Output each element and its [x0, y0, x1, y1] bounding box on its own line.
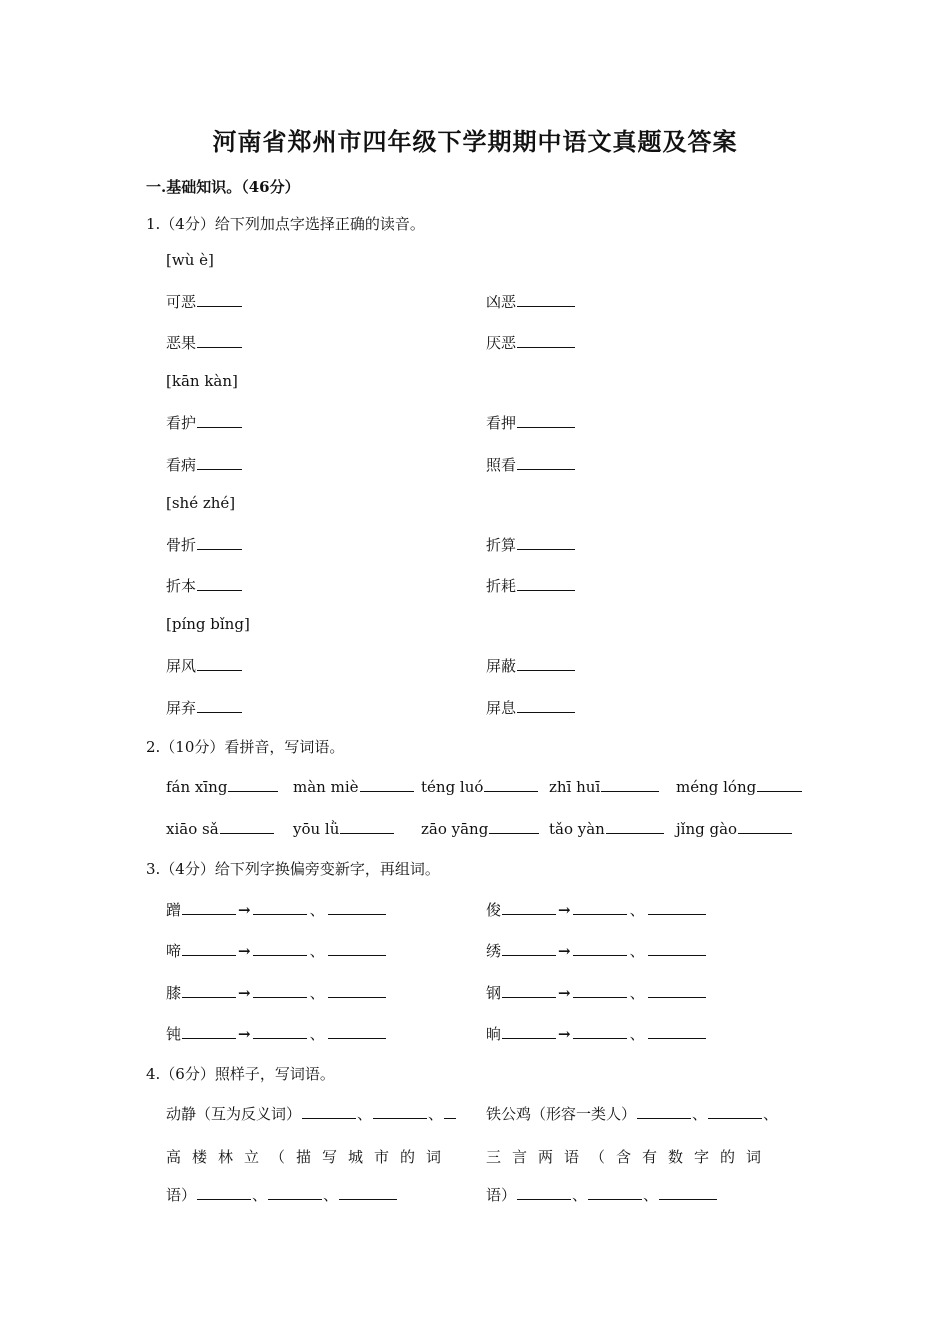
answer-blank[interactable]	[517, 413, 575, 428]
pinyin-item: zhī huī	[549, 777, 660, 796]
answer-blank[interactable]	[517, 1185, 571, 1200]
answer-blank[interactable]	[328, 941, 386, 956]
radical-item: 膝 → 、	[166, 982, 387, 1003]
answer-blank[interactable]	[373, 1104, 427, 1119]
answer-blank[interactable]	[302, 1104, 356, 1119]
radical-item: 蹭 → 、	[166, 899, 387, 920]
word-category-item-line1: 高楼林立（描写城市的词	[166, 1148, 453, 1166]
radical-item: 啼 → 、	[166, 940, 387, 961]
word-item: 厌恶	[486, 332, 576, 353]
answer-blank[interactable]	[182, 983, 236, 998]
answer-blank[interactable]	[340, 819, 394, 834]
answer-blank[interactable]	[197, 576, 242, 591]
answer-blank[interactable]	[182, 941, 236, 956]
word-category-item: 铁公鸡（形容一类人） 、 、	[486, 1105, 779, 1123]
answer-blank[interactable]	[502, 983, 556, 998]
radical-item: 绣 → 、	[486, 940, 707, 961]
answer-blank[interactable]	[637, 1104, 691, 1119]
answer-blank[interactable]	[197, 292, 242, 307]
answer-blank[interactable]	[573, 1024, 627, 1039]
pinyin-item: xiāo sǎ	[166, 819, 275, 838]
answer-blank[interactable]	[197, 656, 242, 671]
word-item: 看护	[166, 412, 243, 433]
answer-blank[interactable]	[517, 656, 575, 671]
pinyin-options-3: [shé zhé]	[166, 494, 236, 512]
word-item: 屏风	[166, 655, 243, 676]
answer-blank[interactable]	[182, 900, 236, 915]
answer-blank[interactable]	[444, 1104, 456, 1119]
word-category-item: 动静（互为反义词） 、 、	[166, 1103, 457, 1124]
pinyin-item: téng luó	[421, 777, 539, 796]
answer-blank[interactable]	[197, 333, 242, 348]
arrow-icon: →	[238, 984, 251, 1002]
section-heading-basics: 一.基础知识。（46分）	[146, 178, 300, 196]
answer-blank[interactable]	[182, 1024, 236, 1039]
word-item: 折耗	[486, 575, 576, 596]
answer-blank[interactable]	[573, 941, 627, 956]
word-item: 骨折	[166, 534, 243, 555]
answer-blank[interactable]	[489, 819, 539, 834]
radical-item: 俊 → 、	[486, 899, 707, 920]
answer-blank[interactable]	[328, 900, 386, 915]
question-2-prompt: 2.（10分）看拼音，写词语。	[146, 738, 345, 756]
answer-blank[interactable]	[573, 983, 627, 998]
pinyin-options-2: [kān kàn]	[166, 372, 238, 390]
word-item: 屏弃	[166, 697, 243, 718]
answer-blank[interactable]	[517, 698, 575, 713]
answer-blank[interactable]	[328, 1024, 386, 1039]
answer-blank[interactable]	[757, 777, 802, 792]
word-category-item-line1: 三言两语（含有数字的词	[486, 1148, 773, 1166]
word-item: 恶果	[166, 332, 243, 353]
page-title: 河南省郑州市四年级下学期期中语文真题及答案	[212, 127, 738, 156]
pinyin-options-1: [wù è]	[166, 251, 214, 269]
pinyin-item: màn miè	[293, 777, 415, 796]
pinyin-item: zāo yāng	[421, 819, 540, 838]
word-item: 看押	[486, 412, 576, 433]
word-item: 折算	[486, 534, 576, 555]
radical-item: 钝 → 、	[166, 1023, 387, 1044]
answer-blank[interactable]	[253, 1024, 307, 1039]
word-category-item-line2: 语） 、 、	[166, 1184, 398, 1205]
question-1-prompt: 1.（4分）给下列加点字选择正确的读音。	[146, 215, 425, 233]
pinyin-item: yōu lǜ	[293, 819, 395, 838]
word-item: 屏息	[486, 697, 576, 718]
answer-blank[interactable]	[253, 983, 307, 998]
answer-blank[interactable]	[738, 819, 792, 834]
answer-blank[interactable]	[517, 292, 575, 307]
answer-blank[interactable]	[648, 900, 706, 915]
question-4-prompt: 4.（6分）照样子，写词语。	[146, 1065, 335, 1083]
answer-blank[interactable]	[517, 576, 575, 591]
arrow-icon: →	[558, 984, 571, 1002]
answer-blank[interactable]	[220, 819, 274, 834]
answer-blank[interactable]	[197, 1185, 251, 1200]
answer-blank[interactable]	[339, 1185, 397, 1200]
answer-blank[interactable]	[517, 333, 575, 348]
answer-blank[interactable]	[648, 983, 706, 998]
answer-blank[interactable]	[253, 900, 307, 915]
pinyin-item: fán xīng	[166, 777, 279, 796]
answer-blank[interactable]	[517, 535, 575, 550]
radical-item: 钢 → 、	[486, 982, 707, 1003]
answer-blank[interactable]	[197, 698, 242, 713]
answer-blank[interactable]	[484, 777, 538, 792]
answer-blank[interactable]	[502, 1024, 556, 1039]
answer-blank[interactable]	[268, 1185, 322, 1200]
pinyin-item: jǐng gào	[676, 819, 793, 838]
pinyin-item: tǎo yàn	[549, 819, 665, 838]
radical-item: 晌 → 、	[486, 1023, 707, 1044]
arrow-icon: →	[558, 901, 571, 919]
answer-blank[interactable]	[601, 777, 659, 792]
arrow-icon: →	[238, 942, 251, 960]
word-item: 屏蔽	[486, 655, 576, 676]
answer-blank[interactable]	[659, 1185, 717, 1200]
answer-blank[interactable]	[197, 535, 242, 550]
word-item: 看病	[166, 454, 243, 475]
answer-blank[interactable]	[360, 777, 414, 792]
answer-blank[interactable]	[253, 941, 307, 956]
answer-blank[interactable]	[648, 941, 706, 956]
answer-blank[interactable]	[197, 455, 242, 470]
answer-blank[interactable]	[502, 900, 556, 915]
word-item: 凶恶	[486, 291, 576, 312]
answer-blank[interactable]	[228, 777, 278, 792]
answer-blank[interactable]	[197, 413, 242, 428]
answer-blank[interactable]	[588, 1185, 642, 1200]
answer-blank[interactable]	[708, 1104, 762, 1119]
arrow-icon: →	[238, 901, 251, 919]
pinyin-item: méng lóng	[676, 777, 803, 796]
word-item: 照看	[486, 454, 576, 475]
answer-blank[interactable]	[573, 900, 627, 915]
answer-blank[interactable]	[502, 941, 556, 956]
answer-blank[interactable]	[517, 455, 575, 470]
arrow-icon: →	[238, 1025, 251, 1043]
answer-blank[interactable]	[606, 819, 664, 834]
word-item: 可恶	[166, 291, 243, 312]
question-3-prompt: 3.（4分）给下列字换偏旁变新字，再组词。	[146, 860, 440, 878]
arrow-icon: →	[558, 942, 571, 960]
answer-blank[interactable]	[328, 983, 386, 998]
arrow-icon: →	[558, 1025, 571, 1043]
word-category-item-line2: 语） 、 、	[486, 1184, 718, 1205]
word-item: 折本	[166, 575, 243, 596]
pinyin-options-4: [píng bǐng]	[166, 615, 250, 633]
answer-blank[interactable]	[648, 1024, 706, 1039]
